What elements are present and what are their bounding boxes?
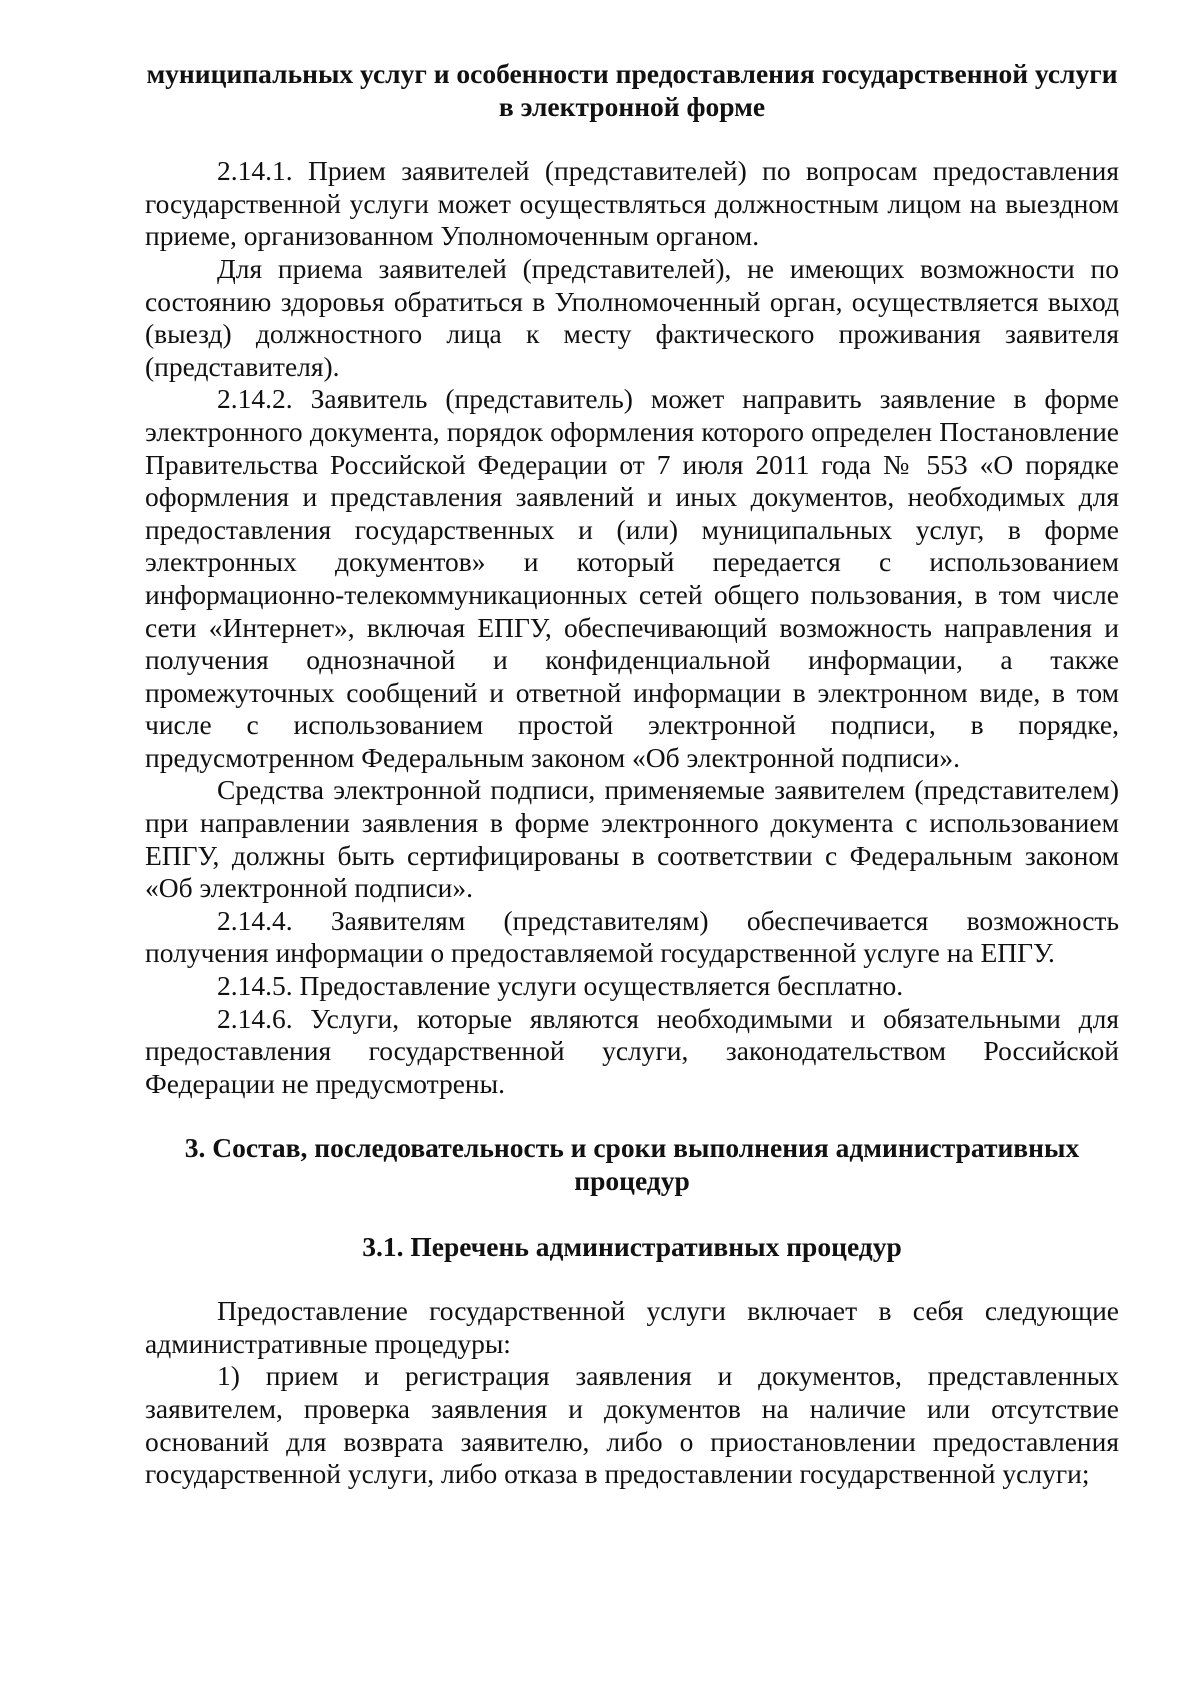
- paragraph-signature-tools: Средства электронной подписи, применяемые заявителем (представителем) при направлении заявления в форме электронного документа с использованием ЕПГУ, должны быть сертифицированы в соответствии с Федеральным законом «Об электронной подписи».: [145, 774, 1119, 904]
- paragraph-2-14-4: 2.14.4. Заявителям (представителям) обеспечивается возможность получения информации о предоставляемой государственной услуге на ЕПГУ.: [145, 904, 1119, 969]
- paragraph-procedures-intro: Предоставление государственной услуги включает в себя следующие административные процедуры:: [145, 1295, 1119, 1359]
- paragraph-home-visit: Для приема заявителей (представителей), не имеющих возможности по состоянию здоровья обратиться в Уполномоченный орган, осуществляется выход (выезд) должностного лица к месту фактического проживания заявителя (представителя).: [145, 252, 1119, 382]
- section-heading: 3. Состав, последовательность и сроки выполнения административных процедур: [184, 1132, 1080, 1196]
- top-heading: муниципальных услуг и особенности предоставления государственной услуги в электронной форме: [146, 58, 1118, 122]
- subsection-heading: 3.1. Перечень административных процедур: [362, 1230, 902, 1262]
- document-page: [145, 58, 1119, 1491]
- paragraph-2-14-1: 2.14.1. Прием заявителей (представителей) по вопросам предоставления государственной услуги может осуществляться должностным лицом на выездном приеме, организованном Уполномоченным органом.: [145, 155, 1119, 252]
- paragraph-2-14-2: 2.14.2. Заявитель (представитель) может направить заявление в форме электронного документа, порядок оформления которого определен Постановление Правительства Российской Федерации от 7 июля 2011 года № 553 «О порядке оформления и представления заявлений и иных документов, необходимых для предоставления государственных и (или) муниципальных услуг, в форме электронных документов» и который передается с использованием информационно-телекоммуникационных сетей общего пользования, в том числе сети «Интернет», включая ЕПГУ, обеспечивающий возможность направления и получения однозначной и конфиденциальной информации, а также промежуточных сообщений и ответной информации в электронном виде, в том числе с использованием простой электронной подписи, в порядке, предусмотренном Федеральным законом «Об электронной подписи».: [145, 383, 1119, 773]
- paragraph-procedure-1: 1) прием и регистрация заявления и документов, представленных заявителем, проверка заявления и документов на наличие или отсутствие оснований для возврата заявителю, либо о приостановлении предоставления государственной услуги, либо отказа в предоставлении государственной услуги;: [145, 1360, 1119, 1490]
- paragraph-2-14-6: 2.14.6. Услуги, которые являются необходимыми и обязательными для предоставления государственной услуги, законодательством Российской Федерации не предусмотрены.: [145, 1002, 1119, 1099]
- paragraph-2-14-5: 2.14.5. Предоставление услуги осуществляется бесплатно.: [217, 970, 904, 1002]
